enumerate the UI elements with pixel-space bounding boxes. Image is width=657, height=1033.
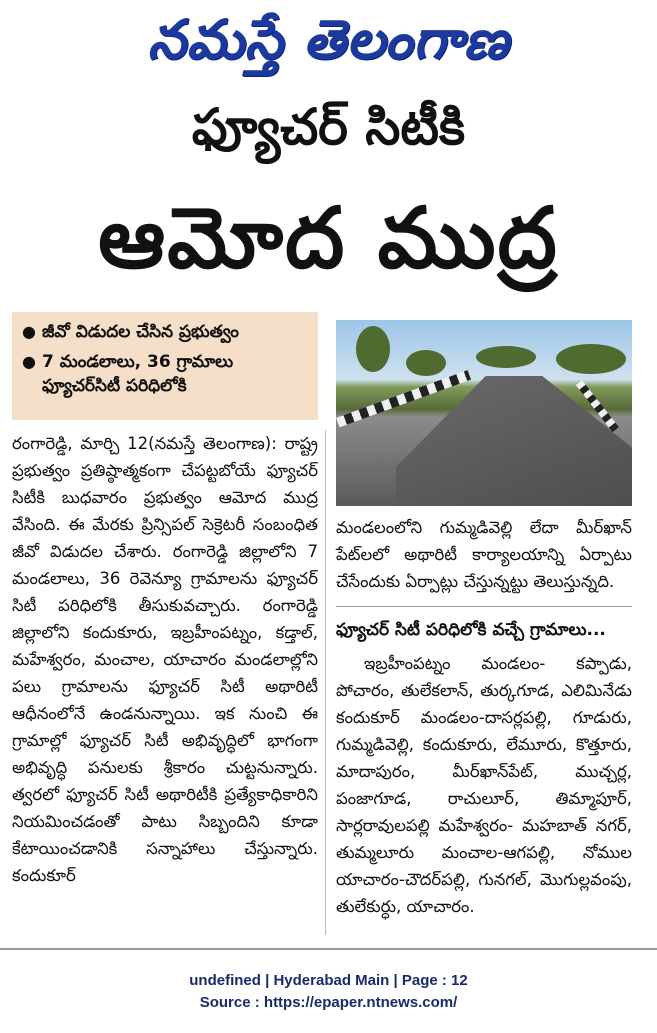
article-paragraph: ఇబ్రహీంపట్నం మండలం- కప్పాడు, పోచారం, తులేకలాన్, తుర్కగూడ, ఎలిమినేడు కందుకూర్ మండలం-దాసర్లపల్లి, గూడురు, గుమ్మడివెల్లి, కందుకూరు, లేమూరు, కొత్తూరు, మాదాపురం, మీర్‌ఖాన్‌పేట్, ముచ్చర్ల, పంజాగూడ, రాచులూర్, తిమ్మాపూర్, సార్లరావులపల్లి మహేశ్వరం- మహబాత్ నగర్, తుమ్మలూరు మంచాల-ఆగపల్లి, నోముల యాచారం-చౌదర్‌పల్లి, గునగల్, మొగుల్లవంపు, తులేకుర్ధు, యాచారం. xyxy=(336,654,632,916)
road-surface xyxy=(396,376,632,506)
footer-source-link[interactable]: Source : https://epaper.ntnews.com/ xyxy=(199,994,458,1011)
section-divider xyxy=(336,606,632,607)
headline-line-1: ఫ్యూచర్ సిటీకి xyxy=(191,98,466,156)
footer-divider xyxy=(0,948,657,950)
subheading: ఫ్యూచర్ సిటీ పరిధిలోకి వచ్చే గ్రామాలు... xyxy=(336,620,606,640)
tree-icon xyxy=(476,346,536,368)
column-divider xyxy=(325,430,326,935)
tree-icon xyxy=(406,350,446,376)
bullet-icon: ● xyxy=(22,322,36,341)
masthead-logo: నమస్తే తెలంగాణ xyxy=(147,8,510,71)
article-paragraph: మండలంలోని గుమ్మడివెల్లి లేదా మీర్‌ఖాన్ పేట్‌లలో అథారిటీ కార్యాలయాన్ని ఏర్పాటు చేసేందుకు ఏర్పాట్లు చేస్తున్నట్టు తెలుస్తున్నది. xyxy=(336,518,632,591)
footer xyxy=(0,970,657,1014)
highlight-item xyxy=(22,350,310,398)
bullet-icon: ● xyxy=(22,352,36,371)
article-body-left xyxy=(12,430,318,889)
highlight-text: 7 మండలాలు, 36 గ్రామాలు ఫ్యూచర్‌సిటీ పరిధిలోకి xyxy=(41,352,234,396)
headline-line-2: ఆమోద ముద్ర xyxy=(98,189,559,287)
road-photo xyxy=(336,320,632,506)
article-body-right-top xyxy=(336,514,632,595)
tree-icon xyxy=(356,326,390,372)
article-paragraph: రంగారెడ్డి, మార్చి 12(నమస్తే తెలంగాణ): రాష్ట్ర ప్రభుత్వం ప్రతిష్ఠాత్మకంగా చేపట్టబోయే ఫ్యూచర్ సిటీకి బుధవారం ప్రభుత్వం ఆమోద ముద్ర వేసింది. ఈ మేరకు ప్రిన్సిపల్ సెక్రెటరీ సంబంధిత జీవో విడుదల చేశారు. రంగారెడ్డి జిల్లాలోని 7 మండలాలు, 36 రెవెన్యూ గ్రామాలను ఫ్యూచర్ సిటీ పరిధిలోకి తీసుకువచ్చారు. రంగారెడ్డి జిల్లాలోని కందుకూరు, ఇబ్రహీంపట్నం, కడ్తాల్, మహేశ్వరం, మంచాల, యాచారం మండలాల్లోని పలు గ్రామాలను ఫ్యూచర్ సిటీ అథారిటీ ఆధీనంలోనే ఉండనున్నాయి. ఇక నుంచి ఈ గ్రామాల్లో ఫ్యూచర్ సిటీ అభివృద్ధిలో భాగంగా అభివృద్ధి పనులకు శ్రీకారం చుట్టనున్నారు. త్వరలో ఫ్యూచర్ సిటీ అథారిటీకి ప్రత్యేకాధికారిని నియమించడంతో పాటు సిబ్బందిని కూడా కేటాయించడానికి సన్నాహాలు చేస్తున్నారు. కందుకూర్ xyxy=(12,434,318,885)
highlight-item xyxy=(22,320,310,344)
tree-icon xyxy=(556,344,626,374)
article-body-right-bottom xyxy=(336,650,632,920)
footer-edition-info: undefined | Hyderabad Main | Page : 12 xyxy=(189,972,468,989)
highlights-box xyxy=(12,312,318,420)
highlight-text: జీవో విడుదల చేసిన ప్రభుత్వం xyxy=(41,322,239,342)
